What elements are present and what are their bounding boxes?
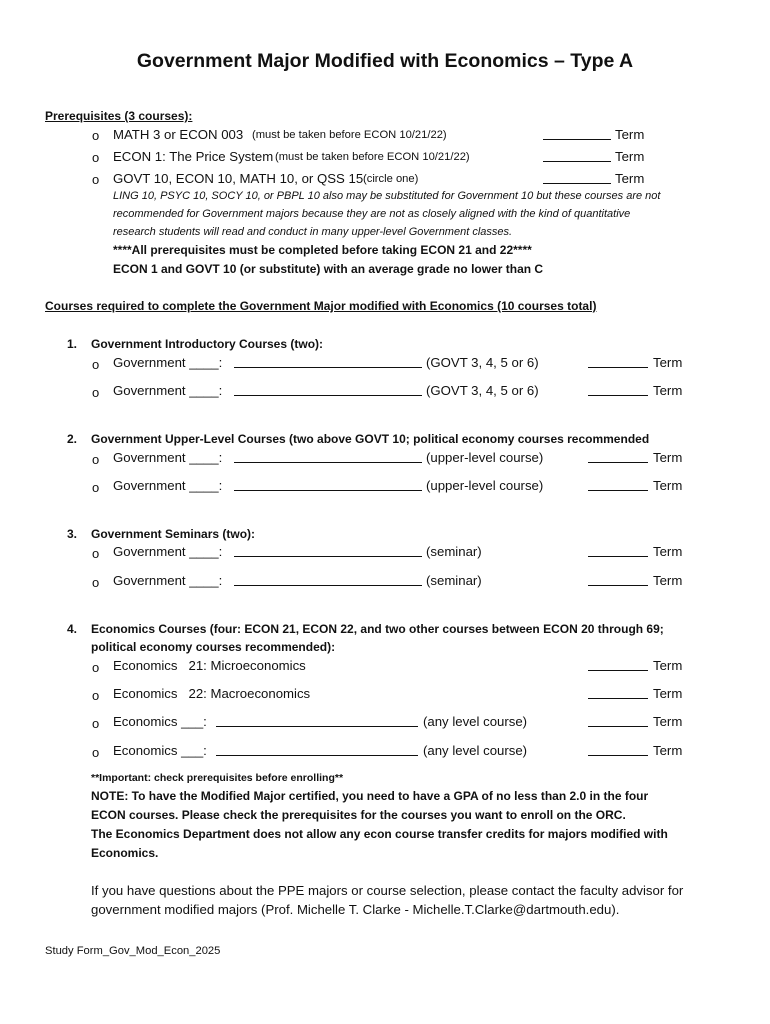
section-number: 2. bbox=[67, 432, 78, 446]
prereq-note: (must be taken before ECON 10/21/22) bbox=[252, 129, 447, 141]
term-field[interactable] bbox=[588, 686, 648, 704]
term-label: Term bbox=[653, 355, 683, 370]
course-field[interactable] bbox=[234, 478, 422, 496]
prereq-rule: ****All prerequisites must be completed before taking ECON 21 and 22**** bbox=[113, 243, 532, 257]
note-line: The Economics Department does not allow any econ course transfer credits for majors modified with bbox=[91, 827, 668, 841]
term-label: Term bbox=[653, 714, 683, 729]
bullet: o bbox=[92, 716, 100, 731]
row-label: Government ____: bbox=[113, 573, 223, 588]
bullet: o bbox=[92, 660, 100, 675]
bullet: o bbox=[92, 385, 100, 400]
substitution-note: recommended for Government majors because they are not as closely aligned with the kind of quantitative bbox=[113, 208, 631, 220]
course-field[interactable] bbox=[216, 743, 418, 761]
row-label: Economics 22: Macroeconomics bbox=[113, 686, 311, 701]
row-desc: (seminar) bbox=[426, 544, 482, 559]
section-number: 1. bbox=[67, 337, 78, 351]
term-label: Term bbox=[615, 171, 645, 186]
term-label: Term bbox=[653, 573, 683, 588]
row-desc: (upper-level course) bbox=[426, 450, 544, 465]
term-label: Term bbox=[615, 149, 645, 164]
bullet: o bbox=[92, 745, 100, 760]
row-desc: (any level course) bbox=[423, 714, 528, 729]
important-note: **Important: check prerequisites before enrolling** bbox=[91, 772, 344, 784]
section-heading-cont: political economy courses recommended): bbox=[91, 640, 336, 654]
prereq-course: GOVT 10, ECON 10, MATH 10, or QSS 15 bbox=[113, 171, 364, 186]
row-label: Government ____: bbox=[113, 355, 223, 370]
contact-line: government modified majors (Prof. Michelle T. Clarke - Michelle.T.Clarke@dartmouth.edu). bbox=[91, 902, 620, 917]
prereq-rule: ECON 1 and GOVT 10 (or substitute) with an average grade no lower than C bbox=[113, 262, 544, 276]
term-field[interactable] bbox=[588, 714, 648, 732]
term-label: Term bbox=[653, 658, 683, 673]
course-field[interactable] bbox=[234, 544, 422, 562]
term-field[interactable] bbox=[543, 127, 611, 145]
substitution-note: LING 10, PSYC 10, SOCY 10, or PBPL 10 also may be substituted for Government 10 but these courses are not bbox=[113, 190, 661, 202]
row-label: Government ____: bbox=[113, 383, 223, 398]
row-desc: (any level course) bbox=[423, 743, 528, 758]
term-field[interactable] bbox=[588, 743, 648, 761]
term-field[interactable] bbox=[588, 355, 648, 373]
term-label: Term bbox=[653, 743, 683, 758]
row-desc: (seminar) bbox=[426, 573, 482, 588]
note-line: Economics. bbox=[91, 846, 159, 860]
bullet: o bbox=[92, 546, 100, 561]
substitution-note: research students will read and conduct in many upper-level Government classes. bbox=[113, 226, 513, 238]
term-field[interactable] bbox=[588, 383, 648, 401]
term-label: Term bbox=[615, 127, 645, 142]
course-field[interactable] bbox=[234, 355, 422, 373]
footer: Study Form_Gov_Mod_Econ_2025 bbox=[45, 945, 221, 957]
row-label: Economics 21: Microeconomics bbox=[113, 658, 306, 673]
term-field[interactable] bbox=[588, 478, 648, 496]
row-label: Economics ___: bbox=[113, 743, 207, 758]
row-desc: (upper-level course) bbox=[426, 478, 544, 493]
bullet: o bbox=[92, 480, 100, 495]
term-label: Term bbox=[653, 383, 683, 398]
row-label: Government ____: bbox=[113, 450, 223, 465]
row-label: Economics ___: bbox=[113, 714, 207, 729]
term-field[interactable] bbox=[588, 450, 648, 468]
note-line: NOTE: To have the Modified Major certified, you need to have a GPA of no less than 2.0 in the four bbox=[91, 789, 649, 803]
contact-line: If you have questions about the PPE majors or course selection, please contact the faculty advisor for bbox=[91, 883, 684, 898]
prereq-course: ECON 1: The Price System bbox=[113, 149, 274, 164]
term-label: Term bbox=[653, 450, 683, 465]
section-heading: Government Seminars (two): bbox=[91, 527, 256, 541]
prereq-heading: Prerequisites (3 courses): bbox=[45, 109, 193, 123]
term-label: Term bbox=[653, 686, 683, 701]
bullet: o bbox=[92, 172, 100, 187]
term-field[interactable] bbox=[588, 658, 648, 676]
course-field[interactable] bbox=[216, 714, 418, 732]
term-field[interactable] bbox=[543, 149, 611, 167]
prereq-course: MATH 3 or ECON 003 bbox=[113, 127, 244, 142]
row-desc: (GOVT 3, 4, 5 or 6) bbox=[426, 383, 539, 398]
section-heading: Government Introductory Courses (two): bbox=[91, 337, 324, 351]
term-label: Term bbox=[653, 478, 683, 493]
row-label: Government ____: bbox=[113, 478, 223, 493]
bullet: o bbox=[92, 688, 100, 703]
course-field[interactable] bbox=[234, 450, 422, 468]
prereq-note: (must be taken before ECON 10/21/22) bbox=[275, 151, 470, 163]
required-heading: Courses required to complete the Government Major modified with Economics (10 courses total) bbox=[45, 299, 597, 313]
term-field[interactable] bbox=[588, 544, 648, 562]
page-title: Government Major Modified with Economics – Type A bbox=[136, 50, 634, 72]
bullet: o bbox=[92, 575, 100, 590]
bullet: o bbox=[92, 128, 100, 143]
row-desc: (GOVT 3, 4, 5 or 6) bbox=[426, 355, 539, 370]
bullet: o bbox=[92, 150, 100, 165]
course-field[interactable] bbox=[234, 573, 422, 591]
bullet: o bbox=[92, 357, 100, 372]
prereq-note: (circle one) bbox=[363, 173, 419, 185]
section-number: 4. bbox=[67, 622, 78, 636]
bullet: o bbox=[92, 452, 100, 467]
row-label: Government ____: bbox=[113, 544, 223, 559]
term-label: Term bbox=[653, 544, 683, 559]
term-field[interactable] bbox=[588, 573, 648, 591]
course-field[interactable] bbox=[234, 383, 422, 401]
note-line: ECON courses. Please check the prerequisites for the courses you want to enroll on the ORC. bbox=[91, 808, 626, 822]
term-field[interactable] bbox=[543, 171, 611, 189]
section-heading: Government Upper-Level Courses (two above GOVT 10; political economy courses recommended bbox=[91, 432, 650, 446]
section-number: 3. bbox=[67, 527, 78, 541]
section-heading: Economics Courses (four: ECON 21, ECON 22, and two other courses between ECON 20 through 69; bbox=[91, 622, 664, 636]
